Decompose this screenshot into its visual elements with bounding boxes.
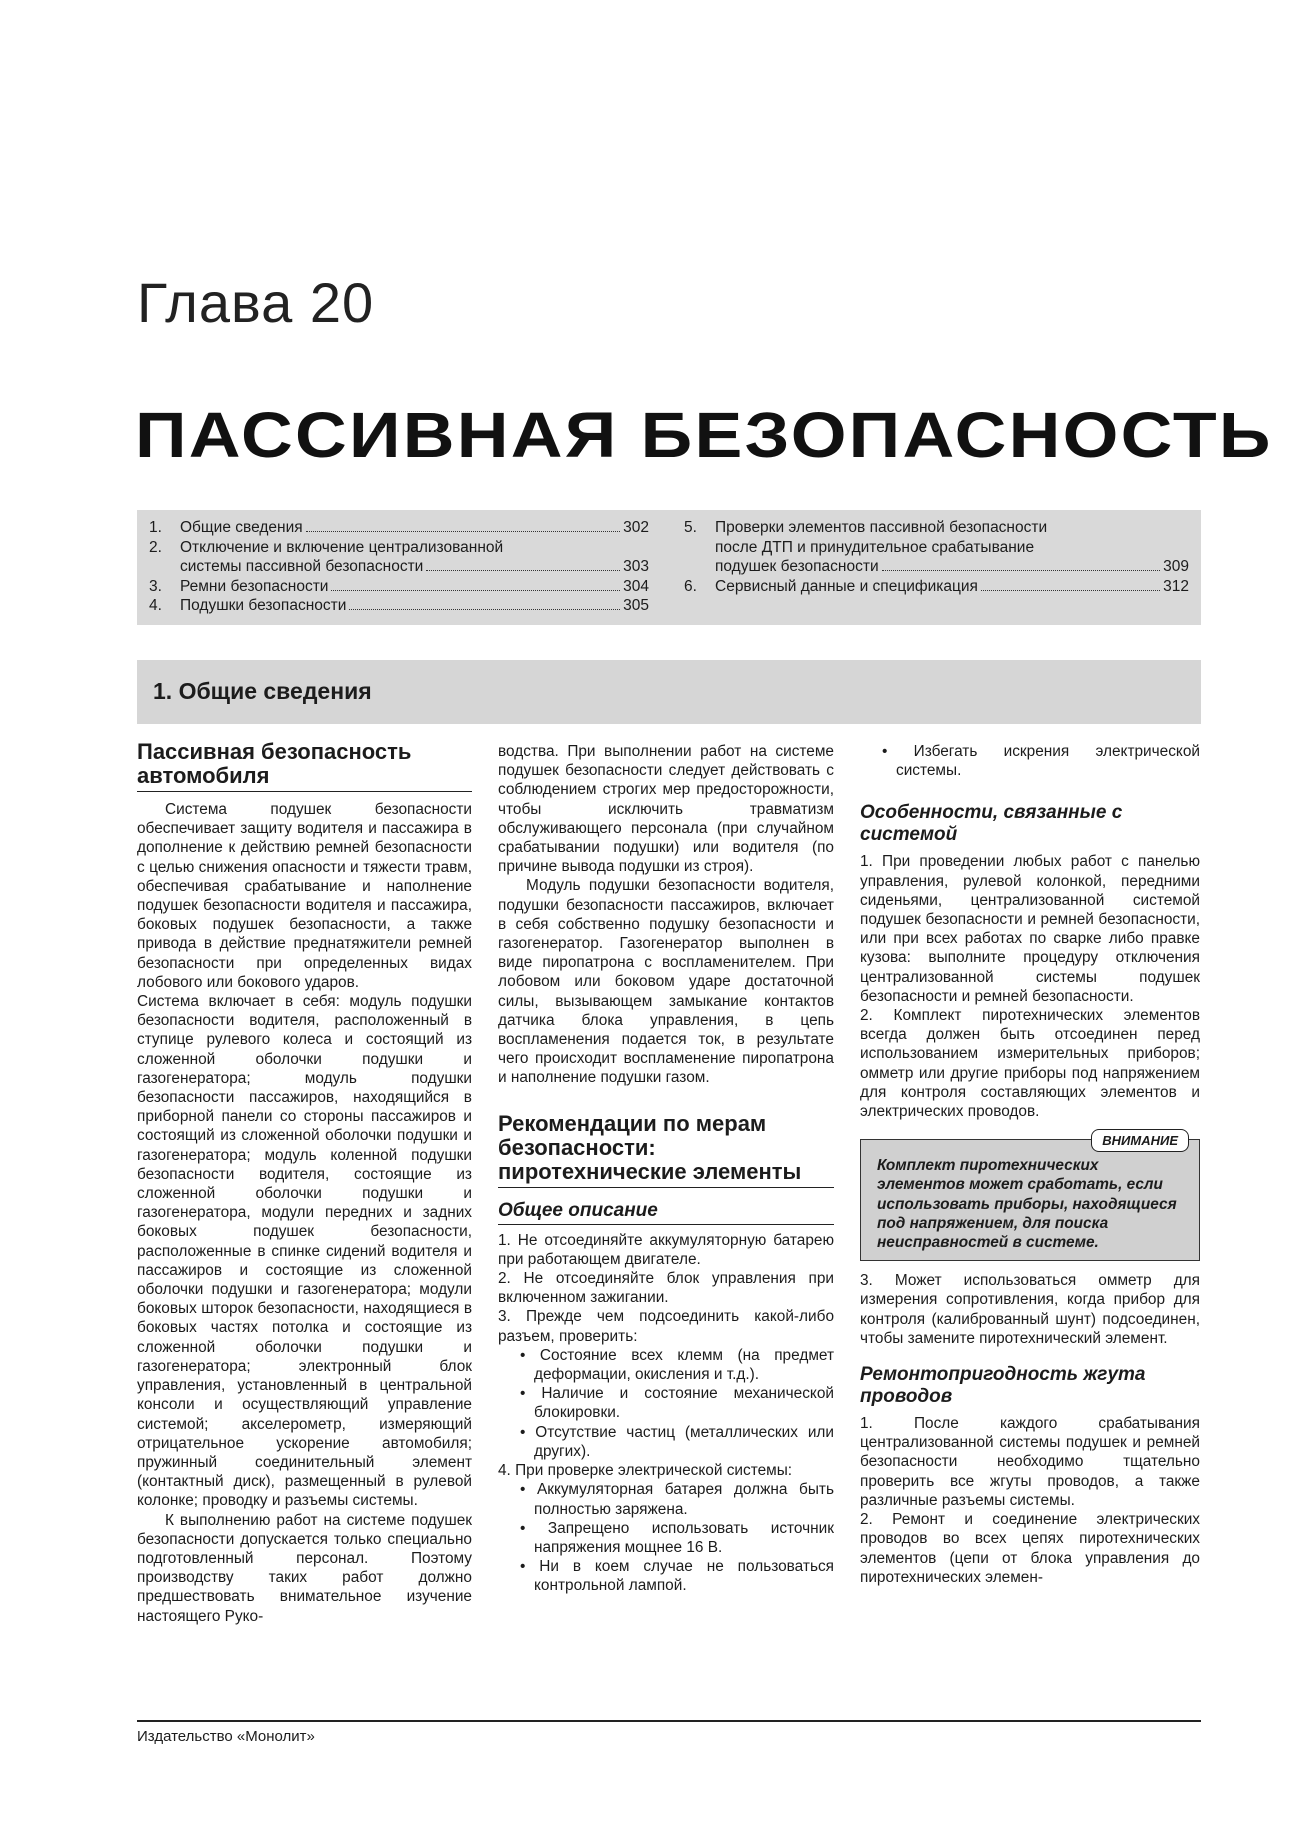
- list-item: 3. Прежде чем подсоединить какой-либо разъем, проверить:: [498, 1308, 834, 1345]
- toc-page-number: 305: [623, 597, 649, 614]
- heading-safety-recommendations: Рекомендации по мерам безопасности: пиротехнические элементы: [498, 1112, 834, 1188]
- toc-entry-number: 2.: [149, 538, 162, 556]
- bullet-item: • Избегать искрения электрической системы.: [882, 743, 1200, 780]
- toc-entry-number: 3.: [149, 577, 162, 595]
- toc-column-right: [684, 518, 1189, 596]
- toc-entry-line: после ДТП и принудительное срабатывание: [715, 538, 1035, 556]
- table-of-contents: [137, 510, 1201, 625]
- toc-entry: [684, 577, 1189, 597]
- list-item: 1. Не отсоединяйте аккумуляторную батарею при работающем двигателе.: [498, 1231, 834, 1268]
- toc-dot-leader: [331, 590, 620, 591]
- toc-entry: [684, 518, 1189, 577]
- toc-dot-leader: [981, 590, 1160, 591]
- toc-page-number: 303: [623, 558, 649, 575]
- subheading-general-description: Общее описание: [498, 1200, 834, 1225]
- toc-entry-number: 1.: [149, 519, 162, 536]
- paragraph: К выполнению работ на системе подушек безопасности допускается только специально подготовленный персонал. Поэтому производству таких работ должно предшествовать внимательное изучение настоящего Руко-: [137, 1511, 472, 1625]
- footer-divider: [137, 1720, 1201, 1722]
- toc-entry-number: 5.: [684, 519, 697, 536]
- list-item: 2. Ремонт и соединение электрических проводов во всех цепях пиротехнических элементов (цепи от блока управления до пиротехнических элемен-: [860, 1511, 1200, 1586]
- toc-entry: [149, 518, 649, 538]
- toc-entry-title: Ремни безопасности: [180, 577, 329, 595]
- section-title: 1. Общие сведения: [153, 678, 372, 704]
- heading-passive-safety: Пассивная безопасность автомобиля: [137, 740, 472, 792]
- text-column-3: [860, 742, 1200, 1587]
- warning-badge: ВНИМАНИЕ: [1091, 1129, 1189, 1152]
- paragraph: водства. При выполнении работ на системе подушек безопасности следует действовать с соблюдением строгих мер предосторожности, чтобы исключить травматизм обслуживающего персонала (при случайном срабатывании подушки) или водителя (по причине вывода подушки из строя).: [498, 743, 834, 876]
- list-item: 2. Комплект пиротехнических элементов всегда должен быть отсоединен перед использованием измерительных приборов; омметр или другие приборы под напряжением для контроля составляющих элементов и электрических проводов.: [860, 1007, 1200, 1121]
- toc-entry: [149, 577, 649, 597]
- section-header-bar: [137, 660, 1201, 724]
- toc-page-number: 302: [623, 519, 649, 536]
- paragraph: Система подушек безопасности обеспечивает защиту водителя и пассажира в дополнение к действию ремней безопасности с целью снижения опасности и тяжести травм, обеспечивая срабатывание и наполнение подушек безопасности водителя и пассажира, боковых подушек безопасности, а также привода в действие преднатяжители ремней безопасности при определенных видах лобового или бокового ударов.: [137, 801, 472, 991]
- toc-entry-title: подушек безопасности: [715, 558, 879, 575]
- toc-entry-number: 6.: [684, 577, 697, 595]
- bullet-item: • Отсутствие частиц (металлических или других).: [520, 1423, 834, 1460]
- bullet-item: • Запрещено использовать источник напряжения мощнее 16 В.: [520, 1519, 834, 1556]
- toc-entry-line: Отключение и включение централизованной: [180, 538, 504, 556]
- toc-dot-leader: [882, 570, 1161, 571]
- text-column-1: [137, 740, 472, 1626]
- bullet-item: • Ни в коем случае не пользоваться контрольной лампой.: [520, 1558, 834, 1595]
- toc-page-number: 304: [623, 577, 649, 595]
- toc-entry-title: системы пассивной безопасности: [180, 558, 424, 575]
- paragraph: Модуль подушки безопасности водителя, подушки безопасности пассажиров, включает в себя собственно подушку безопасности и газогенератор. Газогенератор выполнен в виде пиропатрона с воспламенителем. При лобовом или боковом ударе достаточной силы, вызывающем замыкание контактов датчика блока управления, в цепь воспламенения подается ток, в результате чего происходит воспламенение пиропатрона и наполнение подушки газом.: [498, 877, 834, 1087]
- toc-page-number: 312: [1163, 577, 1189, 595]
- list-item: 3. Может использоваться омметр для измерения сопротивления, когда прибор для контроля (калиброванный шунт) подсоединен, чтобы замените пиротехнический элемент.: [860, 1272, 1200, 1347]
- paragraph: Система включает в себя: модуль подушки безопасности водителя, расположенный в ступице рулевого колеса и состоящий из сложенной оболочки подушки и газогенератора; модуль подушки безопасности пассажиров, находящийся в приборной панели со стороны пассажиров и состоящий из сложенной оболочки подушки и газогенератора; модуль коленной подушки безопасности водителя, состоящие из сложенной оболочки подушки и газогенератора, модули передних и задних боковых подушек безопасности, расположенные в спинке сидений водителя и пассажиров и состоящие из сложенной оболочки подушки и газогенератора; модули боковых шторок безопасности, находящиеся в боковых частях потолка и состоящие из сложенной оболочки подушки и газогенератора; электронный блок управления, установленный в центральной консоли и осуществляющий управление системой; акселерометр, измеряющий отрицательное ускорение автомобиля; пружинный соединительный элемент (контактный диск), размещенный в рулевой колонке; проводку и разъемы системы.: [137, 993, 472, 1510]
- chapter-number: Глава 20: [137, 271, 375, 334]
- text-column-2: [498, 742, 834, 1596]
- bullet-item: • Состояние всех клемм (на предмет деформации, окисления и т.д.).: [520, 1346, 834, 1384]
- warning-text: Комплект пиротехнических элементов может сработать, если использовать приборы, находящиеся под напряжением, для поиска неисправностей в системе.: [877, 1157, 1177, 1252]
- toc-column-left: [149, 518, 649, 616]
- toc-entry-title: Общие сведения: [180, 519, 303, 536]
- toc-dot-leader: [306, 531, 620, 532]
- toc-entry-title: Подушки безопасности: [180, 597, 347, 614]
- list-item: 1. При проведении любых работ с панелью управления, рулевой колонкой, передними сиденьями, централизованной системой подушек безопасности и ремней безопасности, или при всех работах по сварке либо правке кузова: выполните процедуру отключения централизованной системы подушек безопасности и ремней безопасности.: [860, 853, 1200, 1005]
- toc-entry: [149, 538, 649, 577]
- toc-dot-leader: [349, 609, 620, 610]
- list-item: 1. После каждого срабатывания централизованной системы подушек и ремней безопасности необходимо тщательно проверить все жгуты проводов, а также различные разъемы системы.: [860, 1415, 1200, 1509]
- toc-entry-number: 4.: [149, 597, 162, 614]
- toc-entry-title: Сервисный данные и спецификация: [715, 577, 978, 595]
- list-item: 4. При проверке электрической системы:: [498, 1462, 793, 1480]
- bullet-item: • Наличие и состояние механической блокировки.: [520, 1385, 834, 1422]
- toc-entry: [149, 596, 649, 616]
- chapter-title: ПАССИВНАЯ БЕЗОПАСНОСТЬ: [135, 399, 1273, 471]
- footer-publisher: Издательство «Монолит»: [137, 1728, 315, 1745]
- toc-page-number: 309: [1163, 558, 1189, 575]
- warning-box: [860, 1133, 1200, 1261]
- list-item: 2. Не отсоединяйте блок управления при включенном зажигании.: [498, 1270, 834, 1307]
- subheading-wiring-repairability: Ремонтопригодность жгута проводов: [860, 1364, 1146, 1408]
- subheading-system-features: Особенности, связанные с системой: [860, 802, 1123, 846]
- toc-entry-line: Проверки элементов пассивной безопасности: [715, 519, 1048, 536]
- toc-dot-leader: [426, 570, 620, 571]
- bullet-item: • Аккумуляторная батарея должна быть полностью заряжена.: [520, 1481, 834, 1518]
